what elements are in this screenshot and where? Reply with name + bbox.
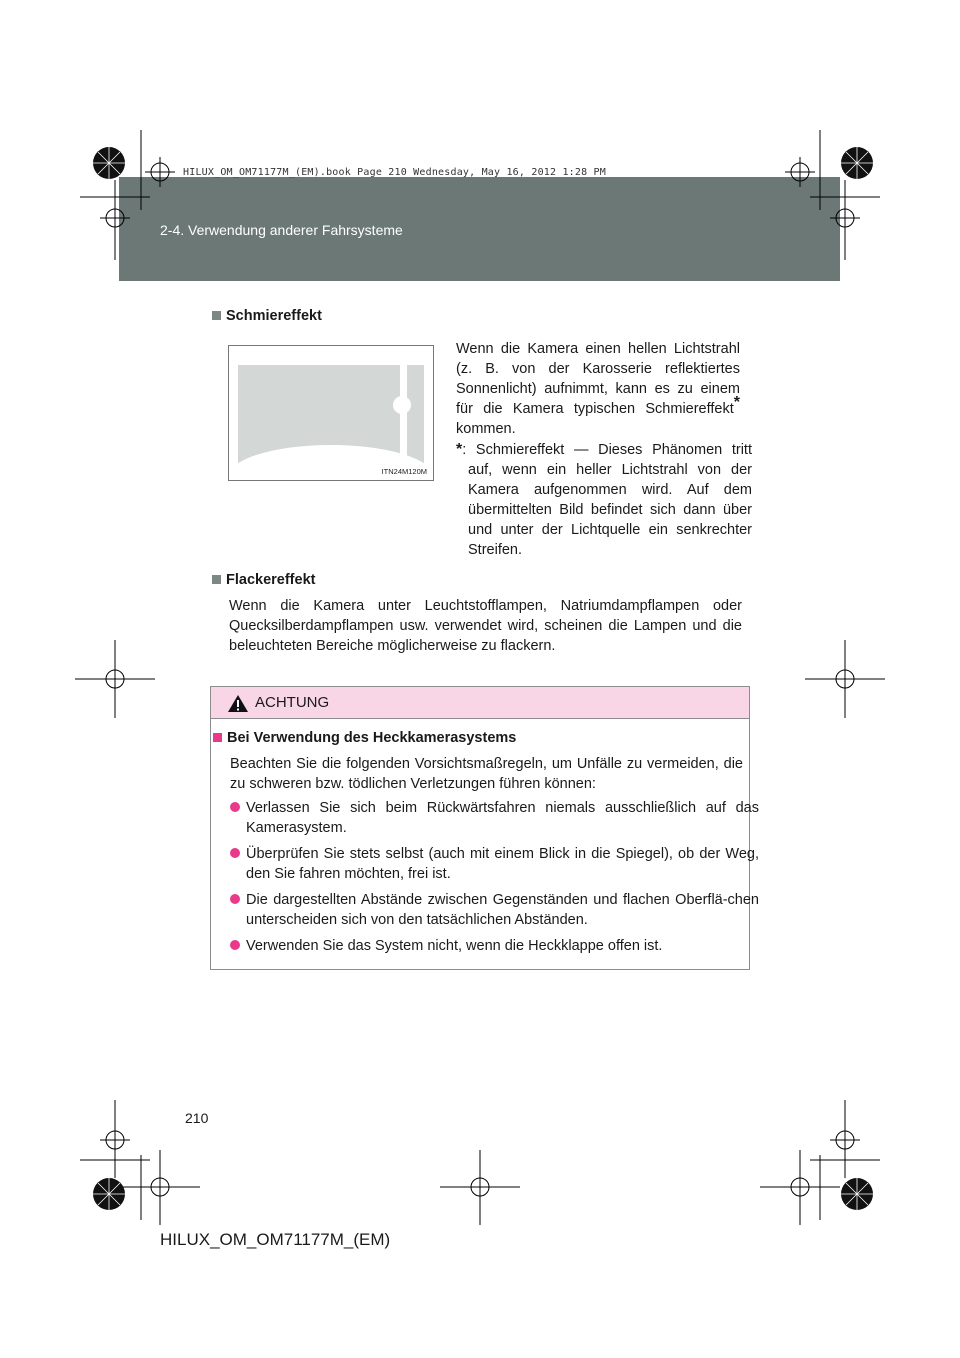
warning-item-text: Überprüfen Sie stets selbst (auch mit einem Blick in die Spiegel), ob der Weg, den Sie fahren möchten, frei ist. bbox=[246, 846, 759, 882]
smear-text-end: kommen. bbox=[456, 421, 516, 437]
warning-item bbox=[230, 844, 759, 884]
warning-item-text: Verwenden Sie das System nicht, wenn die Heckklappe offen ist. bbox=[246, 938, 663, 954]
light-source-spot bbox=[393, 396, 411, 414]
warning-title: ACHTUNG bbox=[255, 694, 330, 711]
warning-header bbox=[211, 687, 749, 719]
screen-caption: Prüfen Sie die Umgebung. bbox=[287, 455, 381, 464]
footnote-star: * bbox=[733, 394, 740, 412]
warning-item-text: Verlassen Sie sich beim Rückwärtsfahren niemals ausschließlich auf das Kamerasystem. bbox=[246, 800, 759, 836]
smear-description bbox=[456, 339, 740, 439]
flicker-heading bbox=[212, 572, 315, 588]
circle-bullet-icon bbox=[230, 802, 240, 812]
circle-bullet-icon bbox=[230, 848, 240, 858]
smear-streak bbox=[400, 365, 407, 465]
warning-item bbox=[230, 798, 759, 838]
warning-item bbox=[230, 936, 759, 956]
warning-heading bbox=[213, 730, 516, 746]
smear-footnote bbox=[456, 440, 752, 560]
smear-text: Wenn die Kamera einen hellen Lichtstrahl (z. B. von der Karosserie reflektiertes Sonnenlicht) aufnimmt, kann es zu einem für die Kamera typischen Schmiereffekt bbox=[456, 341, 740, 417]
figure-id: ITN24M120M bbox=[381, 467, 427, 476]
footnote-text: : Schmiereffekt — Dieses Phänomen tritt auf, wenn ein heller Lichtstrahl von der Kamera aufgenommen wird. Auf dem übermittelten Bild befindet sich dann über und unter der Lichtquelle ein senkrechter Streifen. bbox=[462, 442, 752, 558]
page-number: 210 bbox=[185, 1110, 209, 1126]
square-bullet-icon bbox=[212, 575, 221, 584]
document-footer: HILUX_OM_OM71177M_(EM) bbox=[160, 1230, 391, 1249]
warning-heading-text: Bei Verwendung des Heckkamerasystems bbox=[227, 730, 517, 746]
print-info-line: HILUX_OM_OM71177M_(EM).book Page 210 Wednesday, May 16, 2012 1:28 PM bbox=[183, 167, 606, 178]
square-bullet-icon bbox=[212, 311, 221, 320]
camera-screen bbox=[238, 365, 424, 465]
footnote-mark: * bbox=[456, 441, 463, 458]
flicker-text: Wenn die Kamera unter Leuchtstofflampen, Natriumdampflampen oder Quecksilberdampflampen usw. verwendet wird, scheinen die Lampen und die beleuchteten Bereiche möglicherweise zu flackern. bbox=[229, 598, 742, 654]
section-title: 2-4. Verwendung anderer Fahrsysteme bbox=[160, 222, 403, 238]
smear-heading-text: Schmiereffekt bbox=[226, 308, 322, 324]
flicker-heading-text: Flackereffekt bbox=[226, 572, 316, 588]
warning-item-text: Die dargestellten Abstände zwischen Gegenständen und flachen Oberflä-chen unterscheiden sich von den tatsächlichen Abständen. bbox=[246, 892, 759, 928]
circle-bullet-icon bbox=[230, 940, 240, 950]
smear-heading bbox=[212, 308, 322, 324]
smear-figure bbox=[228, 345, 434, 481]
warning-intro: Beachten Sie die folgenden Vorsichtsmaßregeln, um Unfälle zu vermeiden, die zu schweren bzw. tödlichen Verletzungen führen können: bbox=[230, 756, 743, 792]
square-bullet-icon bbox=[213, 733, 222, 742]
warning-box bbox=[210, 686, 759, 970]
warning-triangle-icon bbox=[227, 694, 249, 713]
warning-item bbox=[230, 890, 759, 930]
circle-bullet-icon bbox=[230, 894, 240, 904]
